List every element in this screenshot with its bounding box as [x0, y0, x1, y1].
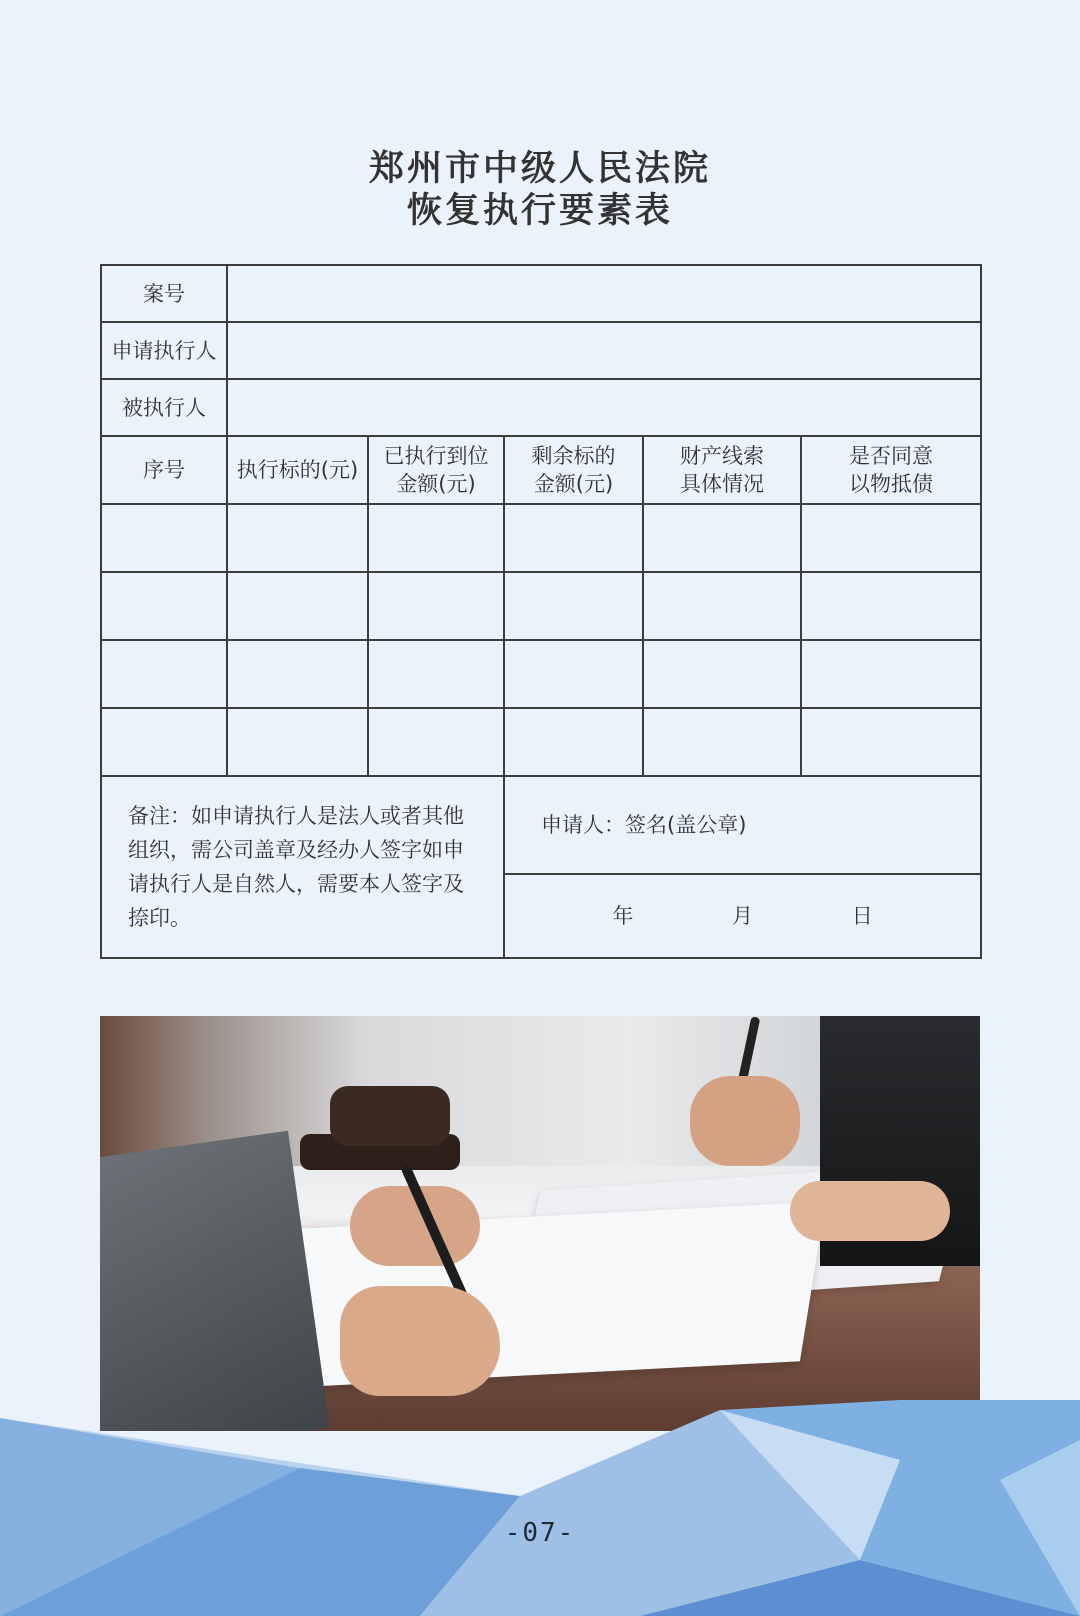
- col-header-line: 执行标的(元): [236, 458, 359, 482]
- col-header-line: 具体情况: [680, 472, 764, 496]
- remark-note: 备注：如申请执行人是法人或者其他组织，需公司盖章及经办人签字如申请执行人是自然人，需要本人签字及捺印。: [101, 776, 504, 958]
- table-cell[interactable]: [368, 708, 504, 776]
- table-cell[interactable]: [504, 572, 643, 640]
- table-header-row: [101, 436, 981, 504]
- table-cell[interactable]: [368, 640, 504, 708]
- table-cell[interactable]: [801, 640, 981, 708]
- date-day: 日: [851, 904, 873, 928]
- remark-sign-row: [101, 776, 981, 874]
- col-header-line: 财产线索: [680, 444, 764, 468]
- table-cell[interactable]: [504, 708, 643, 776]
- col-header-subject-amount: [227, 436, 368, 504]
- col-header-remaining-amount: [504, 436, 643, 504]
- table-cell[interactable]: [227, 572, 368, 640]
- table-cell[interactable]: [101, 504, 227, 572]
- table-row: [101, 708, 981, 776]
- col-header-line: 金额(元): [533, 472, 614, 496]
- row-case-number: [101, 265, 981, 322]
- table-cell[interactable]: [504, 640, 643, 708]
- page-title: [0, 148, 1080, 232]
- table-cell[interactable]: [101, 708, 227, 776]
- date-year: 年: [612, 904, 634, 928]
- table-cell[interactable]: [227, 640, 368, 708]
- col-header-executed-amount: [368, 436, 504, 504]
- table-cell[interactable]: [368, 504, 504, 572]
- table-cell[interactable]: [643, 640, 801, 708]
- field-case-number[interactable]: [227, 265, 981, 322]
- col-header-line: 金额(元): [396, 472, 476, 496]
- table-cell[interactable]: [801, 504, 981, 572]
- signature-date[interactable]: [504, 874, 981, 958]
- table-row: [101, 504, 981, 572]
- table-cell[interactable]: [643, 504, 801, 572]
- row-respondent: [101, 379, 981, 436]
- applicant-signature[interactable]: 申请人：签名(盖公章): [504, 776, 981, 874]
- table-cell[interactable]: [643, 708, 801, 776]
- col-header-property-clues: [643, 436, 801, 504]
- date-month: 月: [732, 904, 754, 928]
- row-applicant: [101, 322, 981, 379]
- table-cell[interactable]: [643, 572, 801, 640]
- title-form-name: 恢复执行要素表: [406, 190, 673, 231]
- table-cell[interactable]: [504, 504, 643, 572]
- field-respondent[interactable]: [227, 379, 981, 436]
- table-row: [101, 572, 981, 640]
- table-cell[interactable]: [801, 708, 981, 776]
- field-applicant[interactable]: [227, 322, 981, 379]
- execution-elements-form: [100, 264, 982, 959]
- col-header-line: 以物抵债: [849, 472, 934, 496]
- label-case-number: 案号: [101, 265, 227, 322]
- label-applicant: 申请执行人: [101, 322, 227, 379]
- table-cell[interactable]: [227, 504, 368, 572]
- col-header-line: 序号: [143, 458, 185, 482]
- table-row: [101, 640, 981, 708]
- table-cell[interactable]: [101, 640, 227, 708]
- col-header-line: 已执行到位: [383, 444, 489, 468]
- col-header-line: 是否同意: [849, 444, 934, 468]
- col-header-index: [101, 436, 227, 504]
- title-court-name: 郑州市中级人民法院: [368, 148, 711, 189]
- table-cell[interactable]: [227, 708, 368, 776]
- table-cell[interactable]: [101, 572, 227, 640]
- signing-document-photo: [100, 1016, 980, 1431]
- decorative-polygon-banner: [0, 1400, 1080, 1616]
- col-header-line: 剩余标的: [531, 444, 616, 468]
- label-respondent: 被执行人: [101, 379, 227, 436]
- table-cell[interactable]: [801, 572, 981, 640]
- table-cell[interactable]: [368, 572, 504, 640]
- page-number: -07-: [504, 1518, 576, 1548]
- col-header-debt-in-kind: [801, 436, 981, 504]
